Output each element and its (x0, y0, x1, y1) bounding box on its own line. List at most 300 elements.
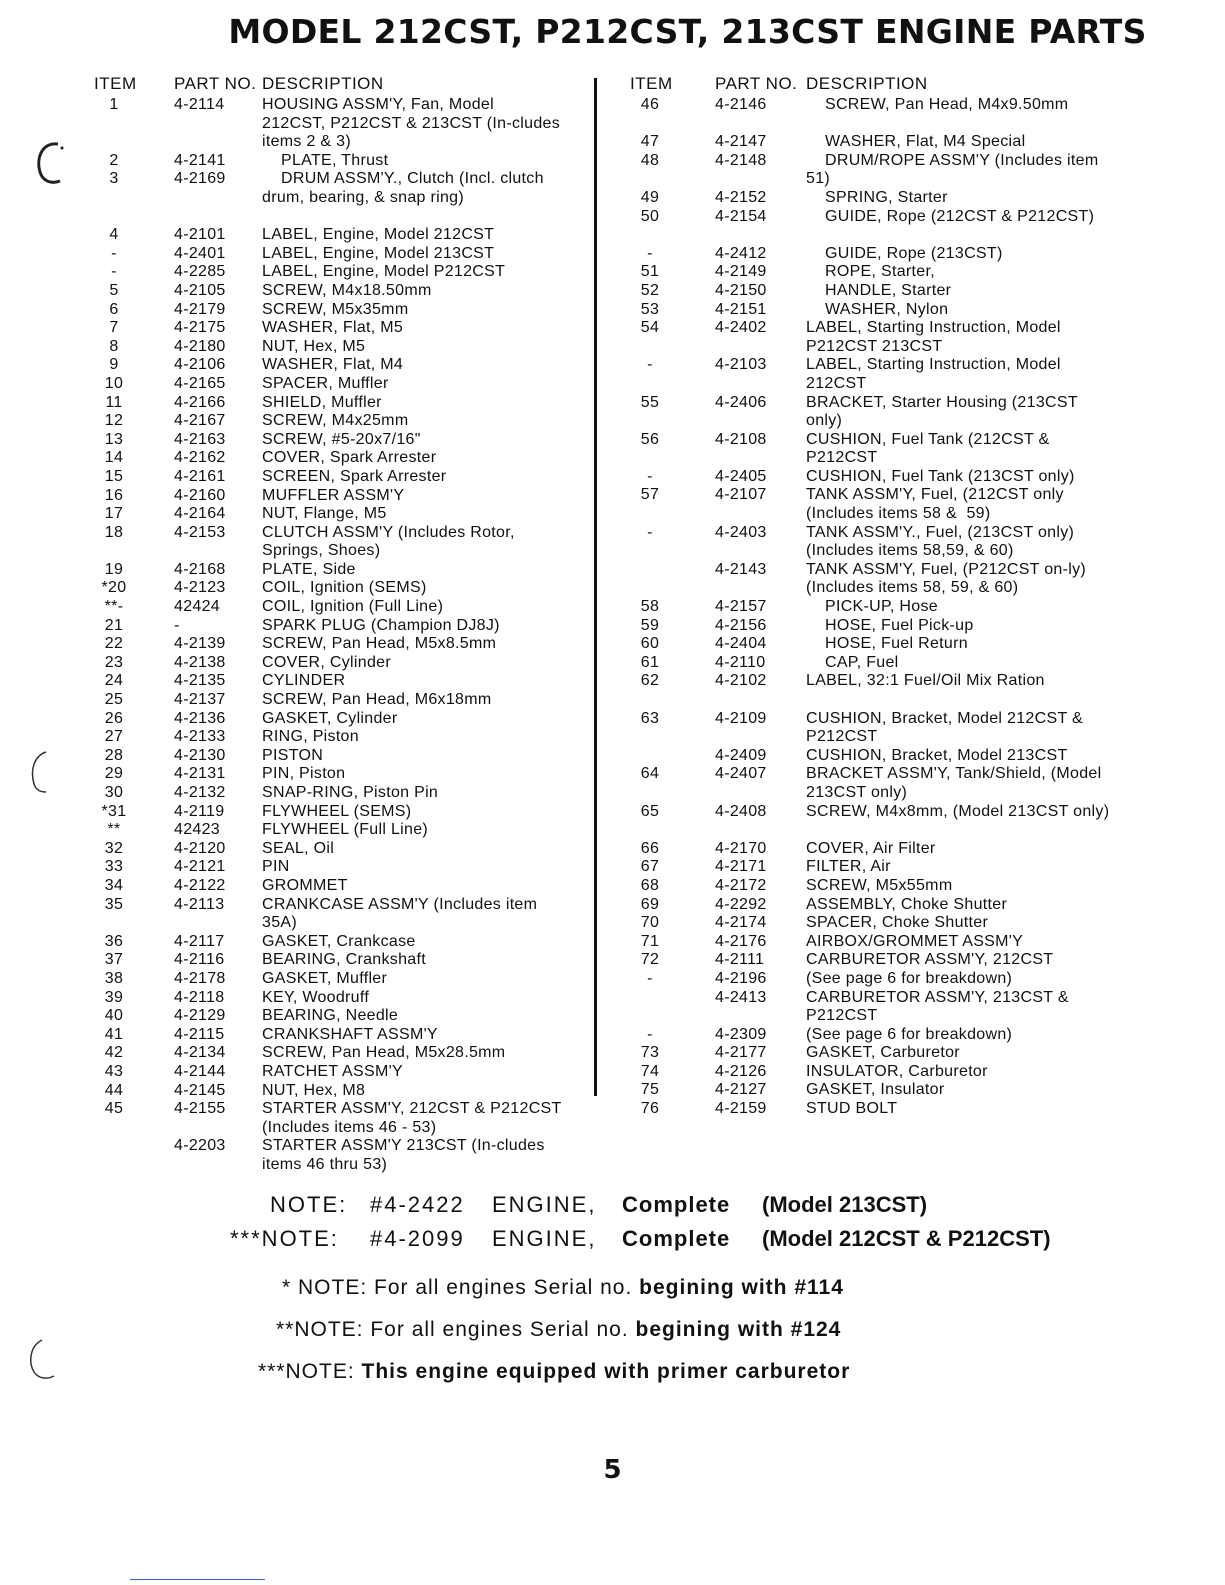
part-number: 4-2118 (174, 988, 225, 1006)
part-number: 4-2406 (715, 393, 767, 411)
item-number: 47 (640, 133, 660, 151)
part-description: GUIDE, Rope (212CST & P212CST) (806, 207, 1095, 225)
item-number: 4 (109, 226, 119, 244)
part-description: GUIDE, Rope (213CST) (806, 244, 1003, 262)
part-description: COIL, Ignition (Full Line) (262, 598, 444, 616)
header-part-no: PART NO. (715, 74, 798, 93)
item-number: 48 (640, 151, 660, 169)
item-number: 28 (104, 746, 124, 764)
item-number: 6 (109, 300, 119, 318)
part-description: LABEL, 32:1 Fuel/Oil Mix Ration (806, 672, 1045, 690)
part-description: FILTER, Air (806, 858, 891, 876)
parts-rows-right (630, 96, 1150, 1119)
parts-rows-left (94, 96, 574, 1174)
part-number: 4-2114 (174, 96, 225, 113)
item-number: 13 (104, 430, 124, 448)
parts-row (94, 1063, 574, 1082)
item-number: 74 (640, 1062, 660, 1080)
part-description: FLYWHEEL (SEMS) (262, 802, 412, 820)
binder-hole-mark (30, 138, 70, 190)
item-number: 5 (109, 281, 119, 299)
note-text: This engine equipped with (361, 1360, 658, 1383)
part-number: 4-2180 (174, 337, 226, 355)
part-number: 4-2101 (174, 226, 226, 244)
parts-row (630, 1026, 1150, 1045)
item-number: 63 (640, 709, 660, 727)
part-number: 4-2132 (174, 784, 226, 801)
item-number: 52 (640, 281, 660, 299)
part-number: 4-2166 (174, 393, 226, 411)
parts-row (630, 951, 1150, 970)
item-number: 44 (104, 1081, 124, 1099)
part-number: 4-2174 (715, 914, 767, 932)
note-serial-114 (282, 1276, 844, 1300)
part-number: 4-2152 (715, 188, 767, 206)
part-description: SHIELD, Muffler (262, 393, 382, 411)
item-number: 26 (104, 709, 124, 727)
item-number: 15 (104, 467, 124, 485)
part-description: LABEL, Engine, Model 213CST (262, 244, 495, 262)
part-number: 4-2177 (715, 1044, 767, 1062)
parts-row (94, 375, 574, 394)
parts-row (94, 487, 574, 506)
part-number: 4-2285 (174, 263, 226, 281)
item-number: 23 (104, 653, 124, 671)
item-number: 30 (104, 784, 124, 801)
part-description: BEARING, Crankshaft (262, 951, 426, 969)
part-number: 42423 (174, 821, 220, 839)
part-number: 4-2139 (174, 635, 226, 653)
item-number: 3 (109, 170, 119, 188)
part-description: SCREW, Pan Head, M6x18mm (262, 691, 492, 709)
part-description: SCREW, Pan Head, M4x9.50mm (806, 96, 1069, 113)
parts-row (94, 765, 574, 784)
part-number: 4-2148 (715, 151, 767, 169)
part-description: CUSHION, Fuel Tank (212CST & P212CST (806, 430, 1055, 467)
item-number: 41 (104, 1025, 124, 1043)
note-part: #4-2422 (370, 1192, 465, 1217)
item-number: 33 (104, 858, 124, 876)
part-number: 4-2146 (715, 96, 767, 113)
part-description: SCREW, M5x35mm (262, 300, 409, 318)
item-number: 34 (104, 876, 124, 894)
item-number: 12 (104, 412, 124, 430)
part-number: 4-2123 (174, 579, 226, 597)
item-number: 2 (109, 151, 119, 169)
parts-row (94, 449, 574, 468)
item-number: 14 (104, 449, 124, 467)
part-description: STUD BOLT (806, 1100, 898, 1118)
parts-row (630, 970, 1150, 989)
item-number: 64 (640, 765, 660, 783)
part-description: SCREW, Pan Head, M5x28.5mm (262, 1044, 506, 1062)
part-number: 4-2172 (715, 876, 767, 894)
part-number: 4-2413 (715, 988, 767, 1006)
parts-row (94, 970, 574, 989)
note-part: #4-2099 (370, 1226, 465, 1251)
part-description: LABEL, Starting Instruction, Model P212CST 213CST (806, 319, 1066, 355)
note-bold: primer carburetor (657, 1360, 851, 1383)
note-prefix: **NOTE: (276, 1318, 364, 1341)
part-description: SNAP-RING, Piston Pin (262, 784, 439, 801)
part-number: 4-2119 (174, 802, 225, 820)
item-number: 38 (104, 969, 124, 987)
note-serial-124 (276, 1318, 841, 1342)
part-description: SPRING, Starter (806, 188, 948, 206)
part-description: CYLINDER (262, 672, 346, 690)
parts-row (630, 858, 1150, 877)
parts-row (94, 654, 574, 673)
parts-row (94, 468, 574, 487)
parts-row (94, 282, 574, 301)
part-description: DRUM ASSM'Y., Clutch (Incl. clutch drum, bearing, & snap ring) (262, 170, 549, 206)
part-description: LABEL, Engine, Model P212CST (262, 263, 506, 281)
part-number: 4-2165 (174, 374, 226, 392)
page-title: MODEL 212CST, P212CST, 213CST ENGINE PARTS (228, 12, 1147, 51)
item-number: 69 (640, 895, 660, 913)
parts-row (630, 803, 1150, 840)
part-description: PISTON (262, 746, 324, 764)
part-number: 4-2150 (715, 281, 767, 299)
note-bold: begining with #114 (639, 1276, 844, 1299)
parts-row (630, 896, 1150, 915)
parts-row (94, 821, 574, 840)
part-number: 4-2159 (715, 1100, 767, 1118)
parts-row (630, 524, 1150, 561)
part-number: 4-2154 (715, 207, 767, 225)
item-number: 1 (109, 96, 119, 113)
part-description: GASKET, Crankcase (262, 932, 416, 950)
item-number: 57 (640, 486, 660, 504)
parts-row (94, 635, 574, 654)
item-number: 22 (104, 635, 124, 653)
note-prefix: * NOTE: (282, 1276, 368, 1299)
item-number: 39 (104, 988, 124, 1006)
parts-row (630, 245, 1150, 264)
part-number: 4-2408 (715, 802, 767, 820)
part-description: CAP, Fuel (806, 653, 899, 671)
part-number: 4-2161 (174, 467, 226, 485)
part-number: 4-2106 (174, 356, 226, 374)
part-description: SCREW, M4x18.50mm (262, 281, 432, 299)
part-description: COIL, Ignition (SEMS) (262, 579, 427, 597)
parts-row (94, 226, 574, 245)
item-number: 56 (640, 430, 660, 448)
part-number: 4-2155 (174, 1100, 226, 1118)
parts-row (94, 1044, 574, 1063)
part-description: SCREW, M5x55mm (806, 876, 953, 894)
item-number: 71 (640, 932, 660, 950)
part-description: TANK ASSM'Y, Fuel, (212CST only (Includes items 58 & 59) (806, 486, 1069, 523)
parts-row (94, 1007, 574, 1026)
parts-row (630, 468, 1150, 487)
item-number: 67 (640, 858, 660, 876)
header-item: ITEM (94, 74, 137, 93)
note-prefix: ***NOTE: (230, 1226, 339, 1251)
item-number: 55 (640, 393, 660, 411)
part-number: 4-2292 (715, 895, 767, 913)
part-number: 4-2117 (174, 932, 225, 950)
header-description: DESCRIPTION (806, 74, 928, 93)
note-primer (258, 1360, 850, 1384)
parts-row (630, 189, 1150, 208)
parts-row (94, 152, 574, 171)
column-header (630, 74, 1150, 96)
binder-hole-mark (20, 748, 60, 798)
part-description: (See page 6 for breakdown) (806, 1025, 1013, 1043)
part-description: NUT, Flange, M5 (262, 505, 387, 523)
part-description: WASHER, Flat, M4 (262, 356, 404, 374)
item-number: 27 (104, 728, 124, 746)
parts-row (630, 1100, 1150, 1119)
parts-row (94, 672, 574, 691)
part-description: BRACKET ASSM'Y, Tank/Shield, (Model 213CST only) (806, 765, 1107, 801)
parts-row (94, 989, 574, 1008)
item-number: 50 (640, 207, 660, 225)
part-description: RING, Piston (262, 728, 359, 746)
parts-row (630, 617, 1150, 636)
part-description: NUT, Hex, M5 (262, 337, 366, 355)
part-number: 4-2412 (715, 244, 767, 262)
item-number: 9 (109, 356, 119, 374)
parts-row (94, 96, 574, 152)
part-number: 4-2127 (715, 1081, 767, 1099)
binder-hole-mark (20, 1336, 60, 1386)
parts-row (94, 431, 574, 450)
part-description: SCREW, Pan Head, M5x8.5mm (262, 635, 497, 653)
part-number: 4-2134 (174, 1044, 226, 1062)
item-number: 18 (104, 523, 124, 541)
header-part-no: PART NO. (174, 74, 257, 93)
parts-row (630, 877, 1150, 896)
part-number: 4-2116 (174, 951, 225, 969)
parts-row (630, 989, 1150, 1026)
item-number: 37 (104, 951, 124, 969)
note-text: For all engines Serial no. (374, 1276, 640, 1299)
part-number: 4-2162 (174, 449, 226, 467)
part-description: INSULATOR, Carburetor (806, 1062, 988, 1080)
part-description: COVER, Air Filter (806, 839, 936, 857)
item-number: 62 (640, 672, 660, 690)
part-number: 4-2405 (715, 467, 767, 485)
part-description: CUSHION, Bracket, Model 212CST & P212CST (806, 709, 1088, 746)
item-number: 66 (640, 839, 660, 857)
parts-row (630, 747, 1150, 766)
parts-row (94, 394, 574, 413)
parts-row (630, 356, 1150, 393)
item-number: - (647, 356, 653, 374)
part-description: COVER, Cylinder (262, 653, 391, 671)
part-description: TANK ASSM'Y, Fuel, (P212CST on-ly)(Includes items 58, 59, & 60) (806, 560, 1087, 597)
part-description: LABEL, Engine, Model 212CST (262, 226, 495, 244)
item-number: 35 (104, 895, 124, 913)
part-number: 4-2309 (715, 1025, 767, 1043)
parts-row (94, 951, 574, 970)
part-description: PIN, Piston (262, 765, 346, 783)
part-description: HOSE, Fuel Pick-up (806, 616, 974, 634)
note-complete: Complete (622, 1192, 731, 1217)
part-number: 4-2102 (715, 672, 767, 690)
parts-row (630, 1063, 1150, 1082)
part-description: CRANKCASE ASSM'Y (Includes item 35A) (262, 895, 543, 932)
item-number: 7 (109, 319, 119, 337)
parts-row (630, 263, 1150, 282)
part-number: 4-2105 (174, 281, 226, 299)
parts-row (94, 245, 574, 264)
item-number: 76 (640, 1100, 660, 1118)
part-description: GROMMET (262, 876, 348, 894)
item-number: 68 (640, 876, 660, 894)
part-number: 4-2145 (174, 1081, 226, 1099)
parts-row (94, 505, 574, 524)
part-description: (See page 6 for breakdown) (806, 969, 1013, 987)
item-number: 73 (640, 1044, 660, 1062)
part-description: TANK ASSM'Y., Fuel, (213CST only) (Includes items 58,59, & 60) (806, 523, 1079, 560)
part-number: 4-2120 (174, 839, 226, 857)
part-number: 4-2403 (715, 523, 767, 541)
parts-row (94, 747, 574, 766)
item-number: 21 (104, 616, 124, 634)
part-number: 4-2170 (715, 839, 767, 857)
item-number: 40 (104, 1007, 124, 1025)
parts-column-left (94, 74, 574, 1174)
part-description: PLATE, Thrust (262, 151, 389, 169)
parts-row (94, 1082, 574, 1101)
part-number: 4-2179 (174, 300, 226, 318)
item-number: 75 (640, 1081, 660, 1099)
parts-row (630, 933, 1150, 952)
part-number: 4-2107 (715, 486, 767, 504)
item-number: 19 (104, 560, 124, 578)
note-model: (Model 212CST & P212CST) (762, 1226, 1051, 1251)
part-number: 4-2129 (174, 1007, 226, 1025)
parts-row (94, 598, 574, 617)
part-number: 4-2122 (174, 876, 226, 894)
part-number: 4-2136 (174, 709, 226, 727)
part-description: SCREW, #5-20x7/16" (262, 430, 421, 448)
part-description: PICK-UP, Hose (806, 598, 938, 616)
part-number: 4-2171 (715, 858, 767, 876)
item-number: - (647, 244, 653, 262)
part-description: STARTER ASSM'Y 213CST (In-cludes items 46 thru 53) (262, 1137, 550, 1173)
item-number: 46 (640, 96, 660, 113)
part-description: PIN (262, 858, 290, 876)
part-number: 4-2121 (174, 858, 226, 876)
item-number: *31 (101, 802, 127, 820)
item-number: 43 (104, 1062, 124, 1080)
part-description: PLATE, Side (262, 560, 356, 578)
part-number: 4-2157 (715, 598, 767, 616)
note-prefix: NOTE: (270, 1192, 348, 1217)
parts-row (630, 133, 1150, 152)
part-number: 4-2130 (174, 746, 226, 764)
part-number: 4-2168 (174, 560, 226, 578)
item-number: 11 (105, 393, 123, 411)
parts-row (94, 803, 574, 822)
part-description: CLUTCH ASSM'Y (Includes Rotor, Springs, Shoes) (262, 523, 520, 560)
part-number: 4-2103 (715, 356, 767, 374)
parts-row (94, 728, 574, 747)
parts-row (630, 654, 1150, 673)
item-number: 72 (640, 951, 660, 969)
part-number: 4-2196 (715, 969, 767, 987)
part-description: SPACER, Choke Shutter (806, 914, 989, 932)
part-description: GASKET, Muffler (262, 969, 388, 987)
column-divider (594, 78, 597, 1096)
item-number: 70 (640, 914, 660, 932)
note-word: ENGINE, (492, 1226, 597, 1251)
part-number: 4-2151 (715, 300, 767, 318)
parts-row (630, 635, 1150, 654)
parts-row (630, 208, 1150, 245)
parts-row (630, 765, 1150, 802)
part-description: LABEL, Starting Instruction, Model 212CST (806, 356, 1066, 392)
part-description: GASKET, Insulator (806, 1081, 945, 1099)
parts-row (630, 96, 1150, 133)
parts-row (630, 282, 1150, 301)
part-description: MUFFLER ASSM'Y (262, 486, 405, 504)
parts-row (94, 933, 574, 952)
part-description: GASKET, Cylinder (262, 709, 398, 727)
part-description: GASKET, Carburetor (806, 1044, 960, 1062)
part-description: BRACKET, Starter Housing (213CST only) (806, 393, 1083, 430)
parts-row (94, 617, 574, 636)
part-number: 4-2115 (174, 1025, 225, 1043)
part-number: 4-2111 (715, 951, 765, 969)
part-number: 4-2153 (174, 523, 226, 541)
parts-row (94, 263, 574, 282)
part-description: ASSEMBLY, Choke Shutter (806, 895, 1008, 913)
item-number: 54 (640, 319, 660, 337)
item-number: 16 (104, 486, 124, 504)
parts-row (94, 858, 574, 877)
part-number: 4-2108 (715, 430, 767, 448)
part-description: KEY, Woodruff (262, 988, 370, 1006)
item-number: *20 (101, 579, 127, 597)
part-number: 4-2133 (174, 728, 226, 746)
parts-row (630, 914, 1150, 933)
part-number: 4-2401 (174, 244, 226, 262)
part-description: WASHER, Nylon (806, 300, 949, 318)
parts-row (94, 710, 574, 729)
parts-row (630, 1044, 1150, 1063)
part-description: DRUM/ROPE ASSM'Y (Includes item 51) (806, 151, 1104, 188)
parts-row (94, 338, 574, 357)
part-description: HOSE, Fuel Return (806, 635, 968, 653)
part-number: 4-2176 (715, 932, 767, 950)
part-number: 4-2160 (174, 486, 226, 504)
item-number: ** (107, 821, 121, 839)
parts-row (630, 672, 1150, 709)
part-description: AIRBOX/GROMMET ASSM'Y (806, 932, 1024, 950)
parts-row (94, 691, 574, 710)
part-description: HANDLE, Starter (806, 281, 952, 299)
part-number: 4-2409 (715, 746, 767, 764)
parts-row (630, 394, 1150, 431)
parts-row (94, 840, 574, 859)
part-description: CARBURETOR ASSM'Y, 213CST & P212CST (806, 988, 1074, 1025)
part-description: WASHER, Flat, M5 (262, 319, 404, 337)
part-number: 4-2167 (174, 412, 226, 430)
parts-row (94, 412, 574, 431)
item-number: - (647, 523, 653, 541)
parts-row (630, 1081, 1150, 1100)
parts-row (94, 896, 574, 933)
parts-row (630, 301, 1150, 320)
note-word: ENGINE, (492, 1192, 597, 1217)
part-description: NUT, Hex, M8 (262, 1081, 366, 1099)
part-description: SCREW, M4x8mm, (Model 213CST only) (806, 802, 1110, 820)
